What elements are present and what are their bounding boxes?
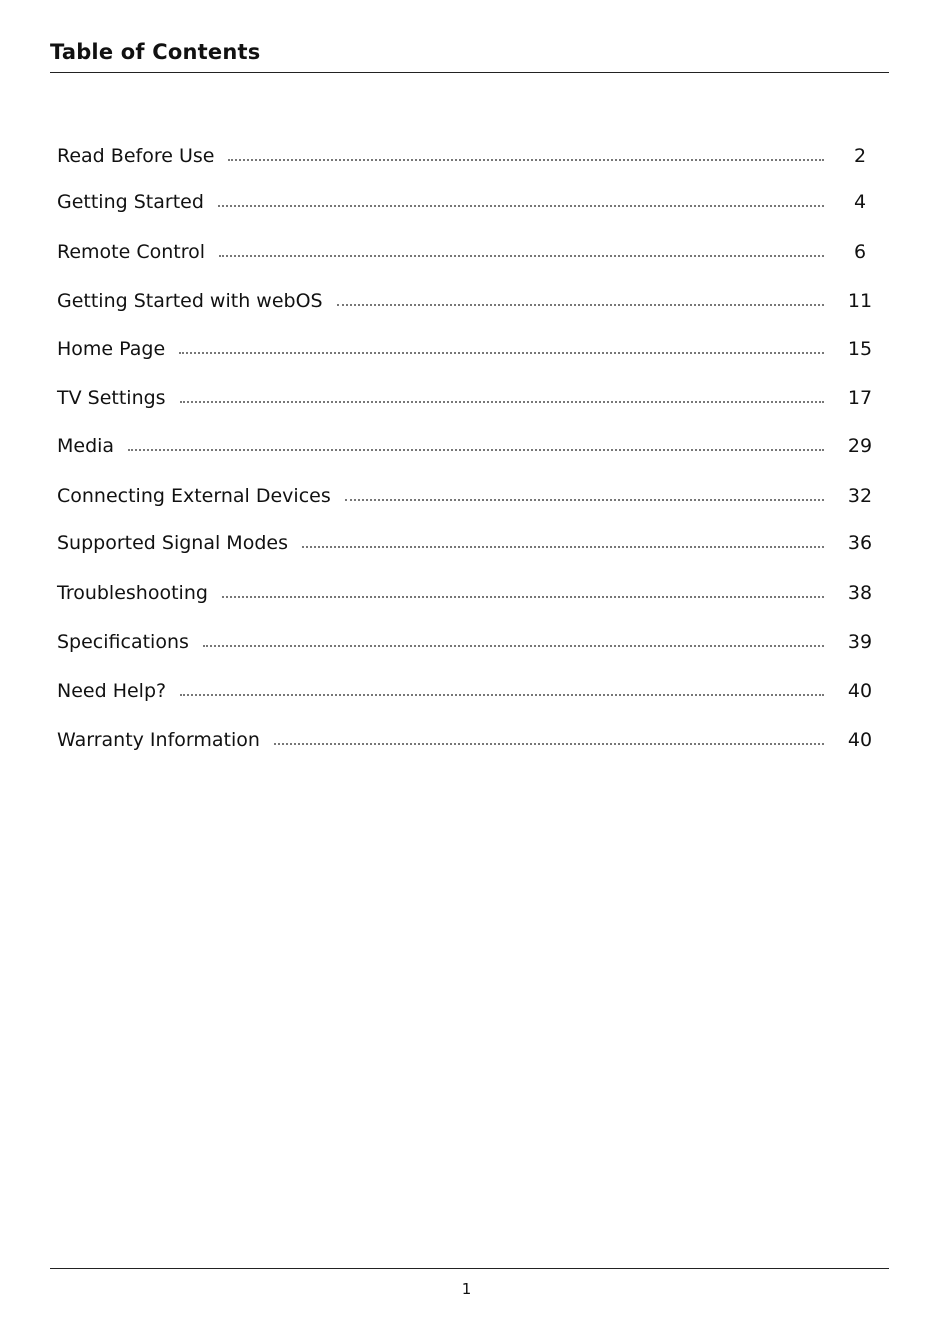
toc-entry-label: Remote Control [57,241,206,263]
toc-entry-label: Supported Signal Modes [57,532,288,554]
toc-entry-page: 4 [853,191,867,213]
toc-entry-supported-signal-modes[interactable] [57,525,880,555]
toc-entry-label: Getting Started [57,191,204,213]
toc-entry-page: 29 [847,435,873,457]
toc-entry-page: 38 [847,582,873,604]
toc-entry-label: Read Before Use [57,145,215,167]
toc-entry-specifications[interactable] [57,624,880,654]
toc-entry-getting-started-webos[interactable] [57,283,880,313]
toc-entry-label: Connecting External Devices [57,485,331,507]
toc-entry-page: 6 [853,241,867,263]
toc-entry-warranty-information[interactable] [57,722,880,752]
dot-leader [218,205,824,207]
toc-entry-label: Media [57,435,115,457]
toc-entry-label: Troubleshooting [57,582,208,604]
toc-entry-label: Need Help? [57,680,167,702]
dot-leader [345,499,824,501]
toc-entry-troubleshooting[interactable] [57,575,880,605]
dot-leader [128,449,824,451]
toc-entry-label: Home Page [57,338,166,360]
dot-leader [337,304,824,306]
toc-entry-page: 15 [847,338,873,360]
toc-entry-page: 32 [847,485,873,507]
dot-leader [203,645,824,647]
dot-leader [180,694,824,696]
dot-leader [222,596,824,598]
toc-entry-page: 11 [847,290,873,312]
toc-entry-label: Specifications [57,631,189,653]
table-of-contents [57,0,880,800]
toc-entry-label: Getting Started with webOS [57,290,323,312]
toc-entry-page: 40 [847,729,873,751]
toc-entry-page: 2 [853,145,867,167]
toc-entry-label: TV Settings [57,387,166,409]
toc-entry-page: 39 [847,631,873,653]
toc-entry-tv-settings[interactable] [57,380,880,410]
toc-entry-page: 17 [847,387,873,409]
toc-entry-getting-started[interactable] [57,184,880,214]
dot-leader [179,352,824,354]
toc-entry-media[interactable] [57,428,880,458]
toc-entry-home-page[interactable] [57,331,880,361]
toc-entry-page: 36 [847,532,873,554]
dot-leader [274,743,824,745]
toc-entry-need-help[interactable] [57,673,880,703]
footer-divider [50,1268,889,1269]
dot-leader [219,255,824,257]
toc-entry-label: Warranty Information [57,729,260,751]
dot-leader [302,546,824,548]
dot-leader [228,159,824,161]
toc-entry-page: 40 [847,680,873,702]
dot-leader [180,401,824,403]
toc-entry-read-before-use[interactable] [57,138,880,168]
page-title: Table of Contents [50,40,261,64]
toc-entry-remote-control[interactable] [57,234,880,264]
toc-entry-connecting-external-devices[interactable] [57,478,880,508]
page-number: 1 [461,1280,472,1298]
